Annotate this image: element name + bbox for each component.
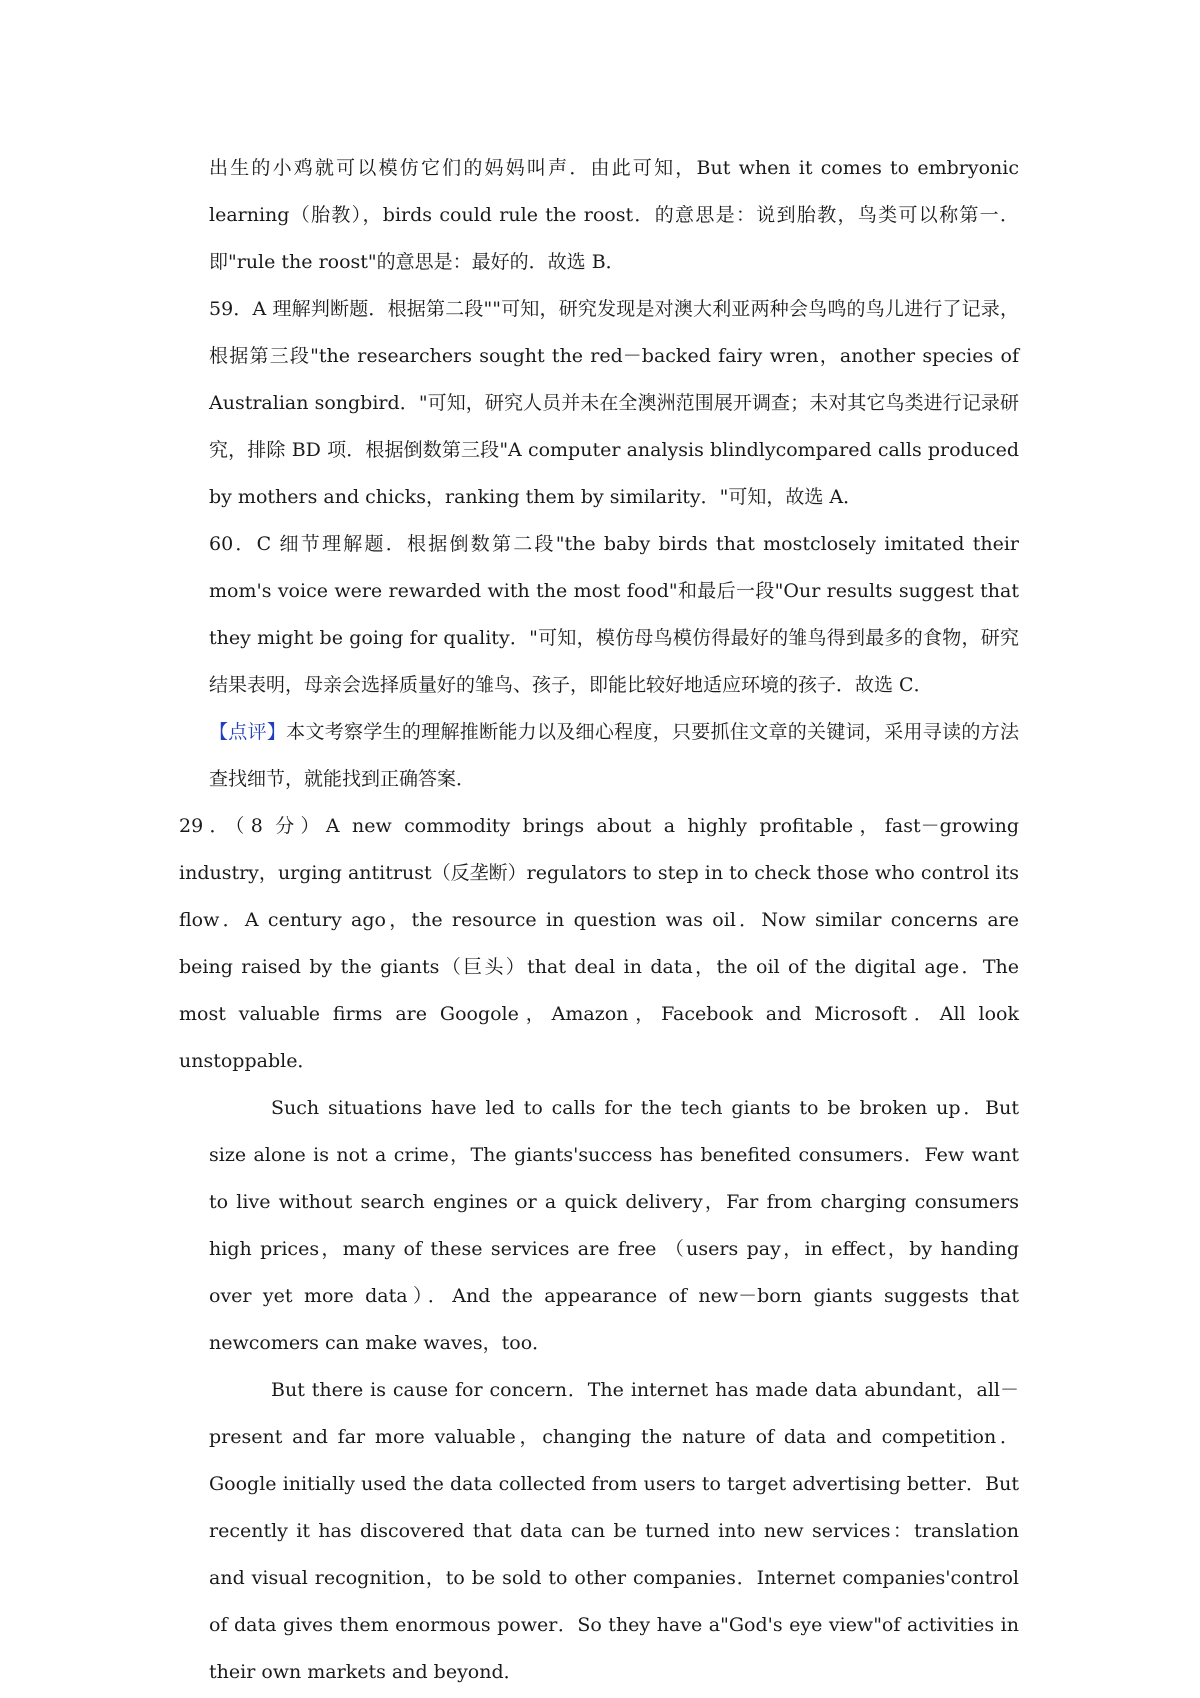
question-29-paragraph-2: Such situations have led to calls for the tech giants to be broken up．But size alone is not a crime，The giants'success has benefited consumers．Few want to live without search engines or a quick delivery，Far from charging consumers high prices，many of these services are free （users pay，in effect，by handing over yet more data）．And the appearance of new－born giants suggests that newcomers can make waves，too． xyxy=(209,1097,1019,1354)
answer-explanation-59: 59．A 理解判断题．根据第二段""可知，研究发现是对澳大利亚两种会鸟鸣的鸟儿进行了记录，根据第三段"the researchers sought the red－backed fairy wren，another species of Australian songbird．"可知，研究人员并未在全澳洲范围展开调查；未对其它鸟类进行记录研究，排除 BD 项．根据倒数第三段"A computer analysis blindlycompared calls produced by mothers and chicks，ranking them by similarity．"可知，故选 A． xyxy=(209,298,1019,508)
question-29-paragraph-1 xyxy=(179,803,1019,1085)
comment-paragraph xyxy=(209,709,1019,803)
question-29-header: 29．（8 分） xyxy=(179,815,326,837)
question-29-paragraph-3: But there is cause for concern．The internet has made data abundant，all－present and far more valuable，changing the nature of data and competition．Google initially used the data collected from users to target advertising better．But recently it has discovered that data can be turned into new services：translation and visual recognition，to be sold to other companies．Internet companies'control of data gives them enormous power．So they have a"God's eye view"of activities in their own markets and beyond． xyxy=(209,1379,1019,1683)
answer-explanation-58: 出生的小鸡就可以模仿它们的妈妈叫声．由此可知，But when it comes to embryonic learning（胎教），birds could rule the roost．的意思是：说到胎教，鸟类可以称第一．即"rule the roost"的意思是：最好的．故选 B． xyxy=(209,157,1019,273)
comment-text: 本文考察学生的理解推断能力以及细心程度，只要抓住文章的关键词，采用寻读的方法查找细节，就能找到正确答案． xyxy=(209,721,1019,790)
answer-explanation-60: 60．C 细节理解题．根据倒数第二段"the baby birds that mostclosely imitated their mom's voice were rewarded with the most food"和最后一段"Our results suggest that they might be going for quality．"可知，模仿母鸟模仿得最好的雏鸟得到最多的食物，研究结果表明，母亲会选择质量好的雏鸟、孩子，即能比较好地适应环境的孩子．故选 C． xyxy=(209,533,1019,696)
comment-label: 【点评】 xyxy=(209,721,287,743)
page-content xyxy=(179,145,1020,1696)
question-29-p1-text: A new commodity brings about a highly profitable，fast－growing industry，urging antitrust（反垄断）regulators to step in to check those who control its flow．A century ago，the resource in question was oil．Now similar concerns are being raised by the giants（巨头）that deal in data，the oil of the digital age．The most valuable firms are Googole，Amazon，Facebook and Microsoft．All look unstoppable． xyxy=(179,815,1020,1072)
